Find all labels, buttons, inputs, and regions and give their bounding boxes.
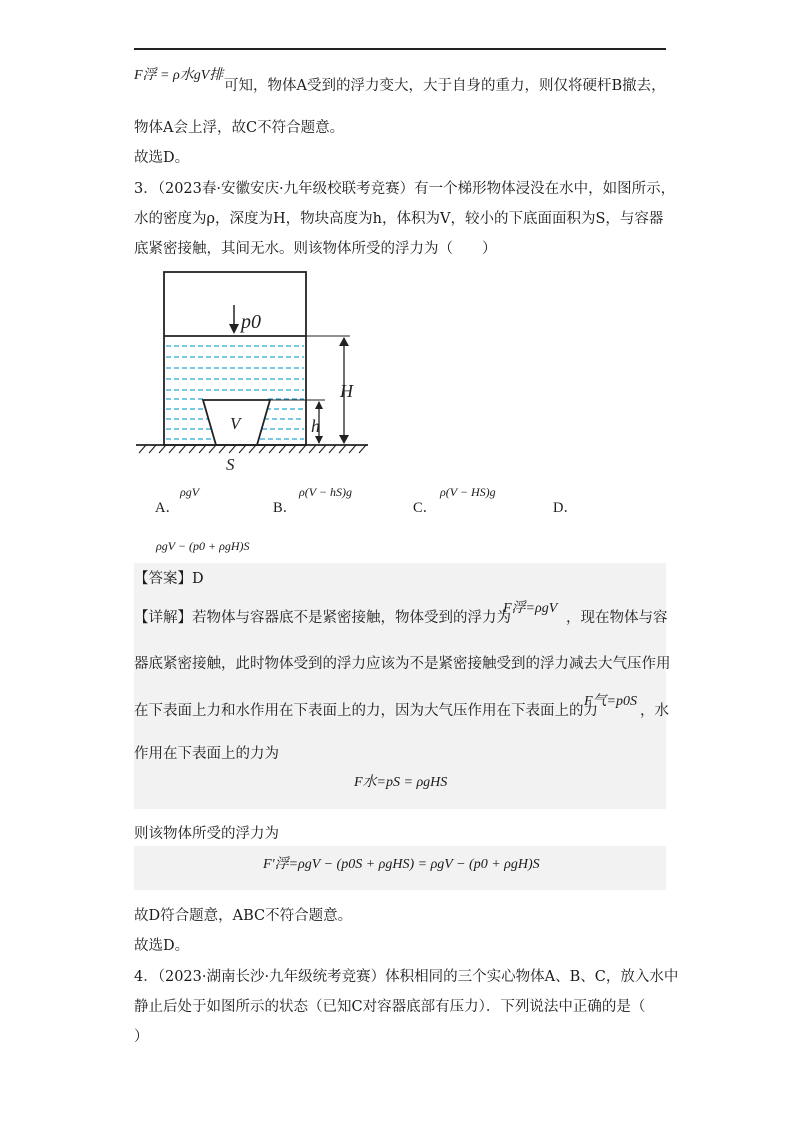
option-c-label: C． bbox=[413, 500, 438, 516]
detail-line-3b: ，水 bbox=[640, 703, 669, 719]
detail-formula-1: F浮=ρgV bbox=[503, 601, 558, 616]
q3-stem-line-1: 3．（2023春·安徽安庆·九年级校联考竞赛）有一个梯形物体浸没在水中，如图所示， bbox=[134, 181, 676, 197]
detail-line-4: 作用在下表面上的力为 bbox=[134, 746, 279, 762]
cont-line-2: 物体A会上浮，故C不符合题意。 bbox=[134, 120, 345, 136]
ground-hatch bbox=[139, 445, 366, 453]
detail-line-1a: 【详解】若物体与容器底不是紧密接触，物体受到的浮力为 bbox=[134, 610, 511, 626]
p0-arrowhead bbox=[229, 324, 239, 334]
detail-line-3a: 在下表面上力和水作用在下表面上的力，因为大气压作用在下表面上的力 bbox=[134, 703, 598, 719]
choose-d: 故选D。 bbox=[134, 938, 190, 954]
detail-formula-2: F气=p0S bbox=[584, 694, 637, 709]
q4-stem-line-2: 静止后处于如图所示的状态（已知C对容器底部有压力）．下列说法中正确的是（ bbox=[134, 999, 646, 1015]
option-d-expr: ρgV − (p0 + ρgH)S bbox=[156, 539, 250, 553]
H-label: H bbox=[340, 381, 353, 401]
V-label: V bbox=[230, 414, 241, 433]
option-c-expr: ρ(V − HS)g bbox=[440, 485, 496, 499]
q3-stem-line-2: 水的密度为ρ，深度为H，物块高度为h，体积为V，较小的下底面面积为S，与容器 bbox=[134, 211, 664, 227]
then-text: 则该物体所受的浮力为 bbox=[134, 826, 279, 842]
option-a-label: A． bbox=[155, 500, 180, 516]
answer: 【答案】D bbox=[134, 571, 204, 587]
q3-stem-line-3: 底紧密接触，其间无水。则该物体所受的浮力为（ ） bbox=[134, 241, 497, 257]
trapezoid-container-figure bbox=[130, 266, 380, 476]
detail-line-1b: ，现在物体与容 bbox=[566, 610, 668, 626]
q4-stem-line-1: 4．（2023·湖南长沙·九年级统考竞赛）体积相同的三个实心物体A、B、C，放入水中 bbox=[134, 969, 679, 985]
buoyancy-formula: F浮 = ρ水gV排 bbox=[134, 68, 224, 83]
conclusion: 故D符合题意，ABC不符合题意。 bbox=[134, 908, 353, 924]
equation-water-force: F水=pS = ρgHS bbox=[354, 775, 448, 790]
header-rule bbox=[134, 48, 666, 50]
option-d-label: D． bbox=[553, 500, 578, 516]
h-label: h bbox=[311, 416, 320, 436]
S-label: S bbox=[226, 455, 235, 474]
option-a-expr: ρgV bbox=[180, 485, 200, 499]
option-b-expr: ρ(V − hS)g bbox=[299, 485, 352, 499]
option-b-label: B． bbox=[273, 500, 298, 516]
detail-line-2: 器底紧密接触，此时物体受到的浮力应该为不是紧密接触受到的浮力减去大气压作用 bbox=[134, 656, 671, 672]
cont-line-1: 可知，物体A受到的浮力变大，大于自身的重力，则仅将硬杆B撤去， bbox=[224, 78, 666, 94]
q4-stem-line-3: ） bbox=[134, 1029, 149, 1045]
p0-label: p0 bbox=[241, 311, 261, 333]
cont-line-3: 故选D。 bbox=[134, 150, 190, 166]
equation-buoyancy: F′浮=ρgV − (p0S + ρgHS) = ρgV − (p0 + ρgH)S bbox=[263, 857, 540, 872]
